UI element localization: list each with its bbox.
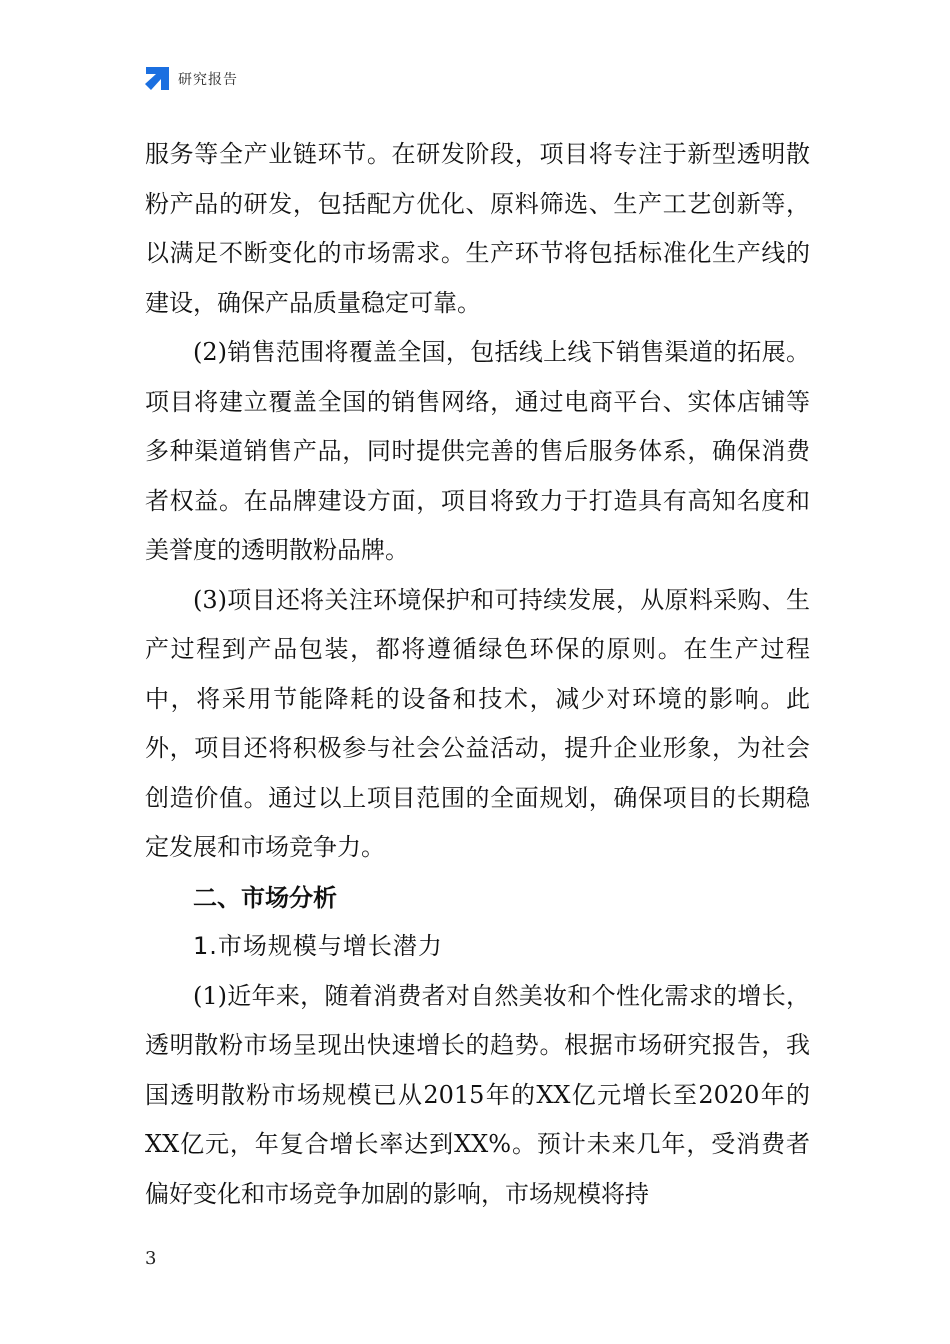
logo-arrow-icon [144,66,170,92]
document-body [145,130,810,1219]
paragraph-3: (3)项目还将关注环境保护和可持续发展，从原料采购、生产过程到产品包装，都将遵循绿色环保的原则。在生产过程中，将采用节能降耗的设备和技术，减少对环境的影响。此外，项目还将积极参与社会公益活动，提升企业形象，为社会创造价值。通过以上项目范围的全面规划，确保项目的长期稳定发展和市场竞争力。 [145,585,810,861]
section-heading: 二、市场分析 [193,882,337,912]
paragraph-2: (2)销售范围将覆盖全国，包括线上线下销售渠道的拓展。项目将建立覆盖全国的销售网络，通过电商平台、实体店铺等多种渠道销售产品，同时提供完善的售后服务体系，确保消费者权益。在品牌建设方面，项目将致力于打造具有高知名度和美誉度的透明散粉品牌。 [145,338,810,564]
header-brand-label: 研究报告 [178,72,238,88]
paragraph-1: 服务等全产业链环节。在研发阶段，项目将专注于新型透明散粉产品的研发，包括配方优化、原料筛选、生产工艺创新等，以满足不断变化的市场需求。生产环节将包括标准化生产线的建设，确保产品质量稳定可靠。 [145,140,810,317]
subsection-heading: 1.市场规模与增长潜力 [193,932,443,960]
page-number: 3 [145,1248,157,1269]
report-header [144,66,238,92]
paragraph-4: (1)近年来，随着消费者对自然美妆和个性化需求的增长，透明散粉市场呈现出快速增长的趋势。根据市场研究报告，我国透明散粉市场规模已从2015年的XX亿元增长至2020年的XX亿元，年复合增长率达到XX%。预计未来几年，受消费者偏好变化和市场竞争加剧的影响，市场规模将持 [145,981,810,1208]
